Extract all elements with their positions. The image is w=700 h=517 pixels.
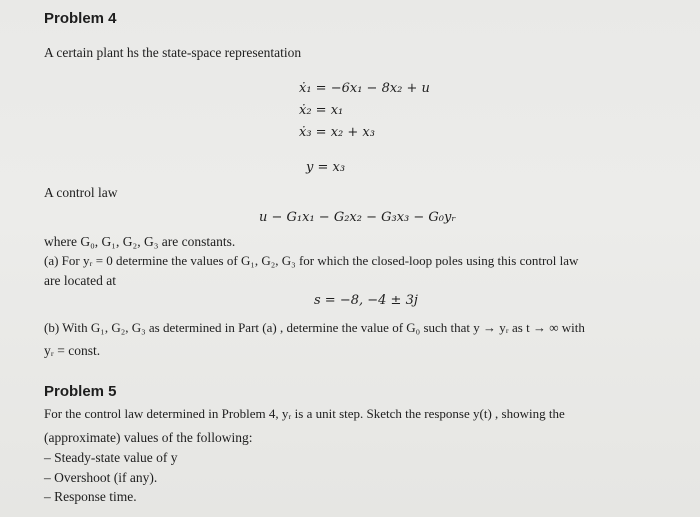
list-item-steady-state: – Steady-state value of y: [44, 450, 178, 465]
state-equation-2: ẋ₂ = x₁: [299, 103, 344, 118]
part-a-line-1: (a) For yᵣ = 0 determine the values of G₁, G₂, G₃ for which the closed-loop poles using this control law: [44, 253, 579, 268]
list-item-response-time: – Response time.: [44, 489, 137, 504]
constants-statement: where G₀, G₁, G₂, G₃ are constants.: [44, 234, 236, 249]
list-item-overshoot: – Overshoot (if any).: [44, 470, 158, 485]
problem-4-intro: A certain plant hs the state-space representation: [44, 45, 302, 60]
control-law-label: A control law: [44, 185, 118, 200]
state-equation-3: ẋ₃ = x₂ + x₃: [299, 125, 375, 140]
problem-5-title: Problem 5: [44, 383, 117, 400]
part-a-line-2: are located at: [44, 273, 116, 288]
problem-4-title: Problem 4: [44, 10, 117, 27]
state-equation-1: ẋ₁ = −6x₁ − 8x₂ + u: [299, 81, 430, 96]
part-b-line-1: (b) With G₁, G₂, G₃ as determined in Part (a) , determine the value of G₀ such that y → yᵣ as t → ∞ with: [44, 320, 585, 335]
control-law-equation: u − G₁x₁ − G₂x₂ − G₃x₃ − G₀yᵣ: [259, 210, 456, 225]
poles-equation: s = −8, −4 ± 3j: [314, 293, 418, 308]
problem-5-line-1: For the control law determined in Problem 4, yᵣ is a unit step. Sketch the response y(t) , showing the: [44, 406, 565, 421]
output-equation: y = x₃: [306, 160, 346, 175]
problem-5-line-2: (approximate) values of the following:: [44, 430, 253, 445]
part-b-line-2: yᵣ = const.: [44, 343, 101, 358]
